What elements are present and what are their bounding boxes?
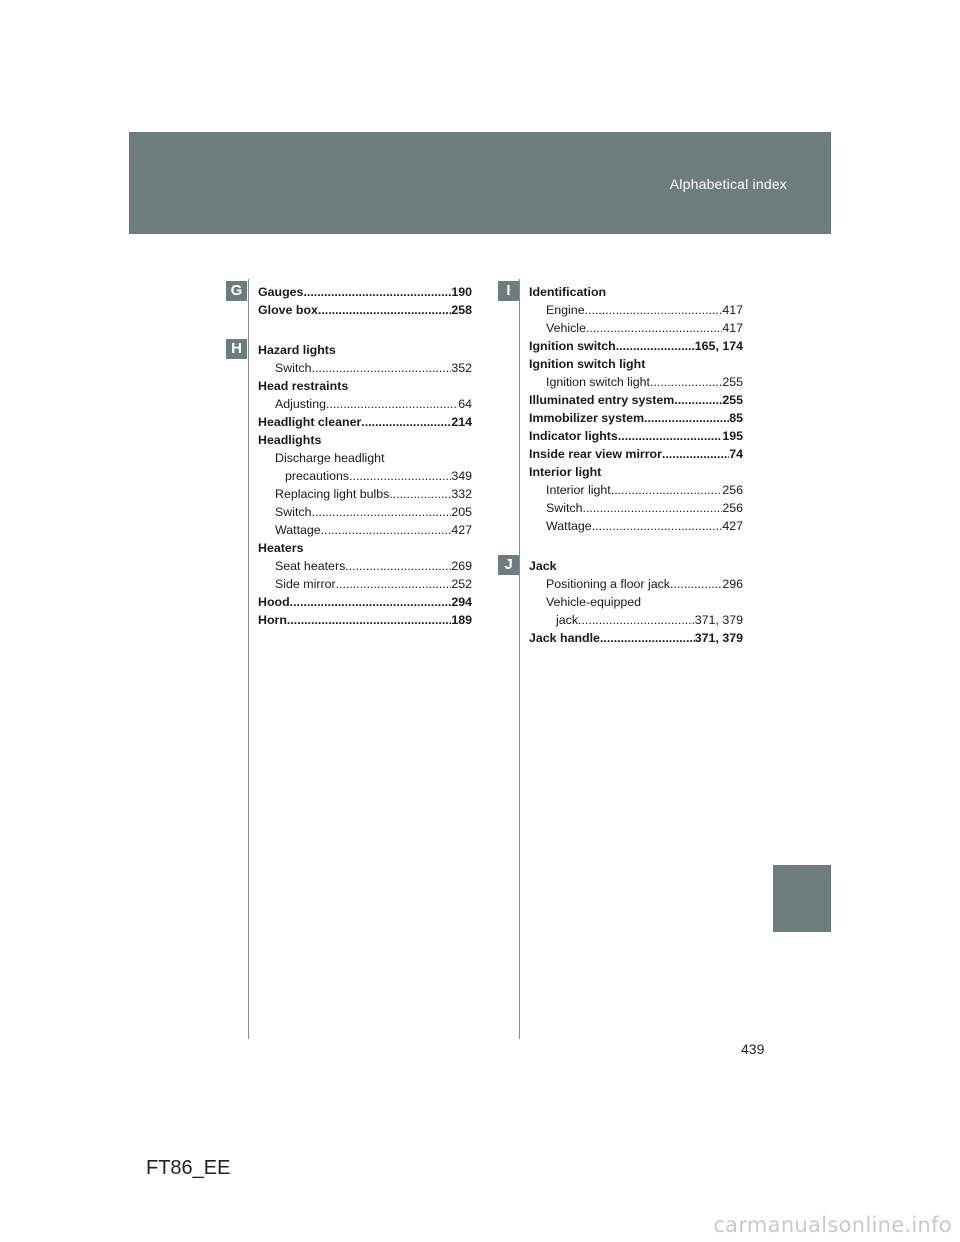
index-subentry: Wattage ..... 427 [529, 517, 743, 535]
index-column-left [258, 283, 472, 629]
index-entry: Illuminated entry system ..... 255 [529, 391, 743, 409]
index-subentry: Switch ..... 352 [258, 359, 472, 377]
header-bar [129, 132, 831, 234]
index-entry: Glove box ..... 258 [258, 301, 472, 319]
letter-badge-h: H [226, 339, 247, 359]
letter-badge-g: G [226, 281, 247, 301]
left-column-rule [248, 279, 249, 1039]
index-subheading: Discharge headlight [275, 451, 385, 465]
index-entry: Jack handle ..... 371, 379 [529, 629, 743, 647]
index-entry: Immobilizer system ..... 85 [529, 409, 743, 427]
index-heading: Ignition switch light [529, 357, 646, 371]
index-heading: Hazard lights [258, 343, 336, 357]
index-entry: Inside rear view mirror ..... 74 [529, 445, 743, 463]
index-subentry: Engine ..... 417 [529, 301, 743, 319]
index-subentry: Seat heaters ..... 269 [258, 557, 472, 575]
index-subentry: Switch ..... 256 [529, 499, 743, 517]
right-column-rule [519, 279, 520, 1039]
index-subentry: Vehicle ..... 417 [529, 319, 743, 337]
index-subentry: Adjusting ..... 64 [258, 395, 472, 413]
index-subentry: precautions ..... 349 [258, 467, 472, 485]
index-heading: Jack [529, 559, 557, 573]
index-entry: Hood ..... 294 [258, 593, 472, 611]
section-thumb-tab [773, 865, 831, 932]
index-subentry: Switch ..... 205 [258, 503, 472, 521]
index-subheading: Vehicle-equipped [546, 595, 642, 609]
index-heading: Interior light [529, 465, 602, 479]
index-heading: Head restraints [258, 379, 349, 393]
index-heading: Headlights [258, 433, 322, 447]
index-entry: Horn ..... 189 [258, 611, 472, 629]
section-title: Alphabetical index [669, 176, 787, 192]
index-entry: Headlight cleaner ..... 214 [258, 413, 472, 431]
page-number: 439 [741, 1041, 765, 1057]
index-entry: Gauges ..... 190 [258, 283, 472, 301]
index-heading: Identification [529, 285, 607, 299]
index-subentry: Replacing light bulbs ..... 332 [258, 485, 472, 503]
index-subentry: Interior light ..... 256 [529, 481, 743, 499]
document-code: FT86_EE [146, 1157, 231, 1179]
index-subentry: Wattage ..... 427 [258, 521, 472, 539]
index-column-right [529, 283, 743, 647]
index-subentry: Ignition switch light ..... 255 [529, 373, 743, 391]
index-heading: Heaters [258, 541, 304, 555]
letter-badge-i: I [498, 281, 519, 301]
index-subentry: Side mirror ..... 252 [258, 575, 472, 593]
index-subentry: Positioning a floor jack ..... 296 [529, 575, 743, 593]
index-subentry: jack ..... 371, 379 [529, 611, 743, 629]
index-entry: Ignition switch ..... 165, 174 [529, 337, 743, 355]
letter-badge-j: J [498, 555, 519, 575]
watermark: carmanualsonline.info [713, 1213, 952, 1237]
index-entry: Indicator lights ..... 195 [529, 427, 743, 445]
